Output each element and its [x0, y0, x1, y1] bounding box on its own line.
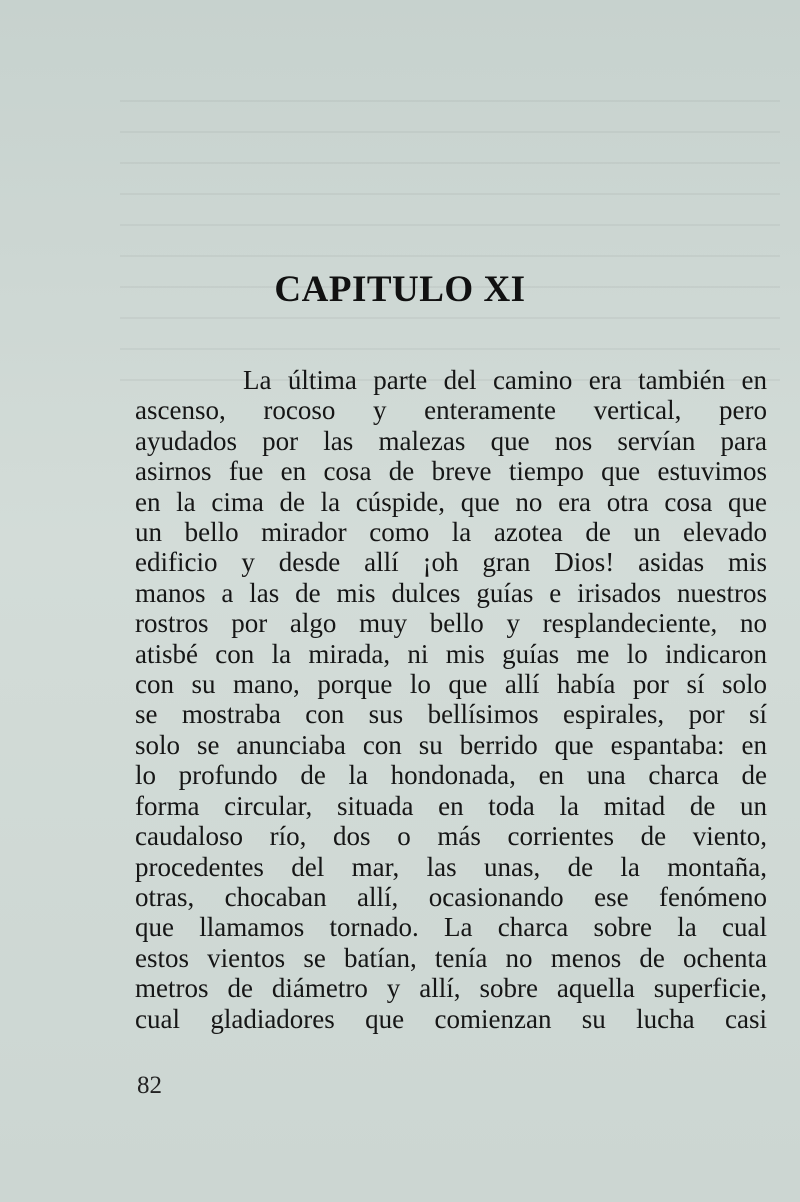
text-line: lo profundo de la hondonada, en una charca de [135, 760, 767, 791]
show-through-text [120, 100, 780, 400]
text-line: asirnos fue en cosa de breve tiempo que estuvimos [135, 456, 767, 487]
text-line: que llamamos tornado. La charca sobre la cual [135, 912, 767, 943]
text-line: La última parte del camino era también en [243, 365, 767, 395]
text-line: solo se anunciaba con su berrido que espantaba: en [135, 729, 767, 760]
text-line: estos vientos se batían, tenía no menos de ochenta [135, 942, 767, 973]
text-line: edificio y desde allí ¡oh gran Dios! asidas mis [135, 547, 767, 578]
text-line: se mostraba con sus bellísimos espirales, por sí [135, 699, 767, 730]
text-line: forma circular, situada en toda la mitad de un [135, 790, 767, 821]
chapter-title: CAPITULO XI [274, 269, 526, 310]
body-text [135, 365, 767, 1034]
page-number: 82 [137, 1072, 162, 1099]
text-line: ascenso, rocoso y enteramente vertical, pero [135, 395, 767, 426]
text-line: atisbé con la mirada, ni mis guías me lo indicaron [135, 638, 767, 669]
text-line: ayudados por las malezas que nos servían para [135, 425, 767, 456]
text-line: cual gladiadores que comienzan su lucha casi [135, 1003, 767, 1034]
text-line: rostros por algo muy bello y resplandeciente, no [135, 608, 767, 639]
text-line: un bello mirador como la azotea de un elevado [135, 517, 767, 548]
text-line: en la cima de la cúspide, que no era otra cosa que [135, 486, 767, 517]
text-line: otras, chocaban allí, ocasionando ese fenómeno [135, 881, 767, 912]
text-line: metros de diámetro y allí, sobre aquella superficie, [135, 973, 767, 1004]
text-line: procedentes del mar, las unas, de la montaña, [135, 851, 767, 882]
text-line: con su mano, porque lo que allí había por sí solo [135, 669, 767, 700]
text-line: caudaloso río, dos o más corrientes de viento, [135, 821, 767, 852]
text-line: manos a las de mis dulces guías e irisados nuestros [135, 577, 767, 608]
